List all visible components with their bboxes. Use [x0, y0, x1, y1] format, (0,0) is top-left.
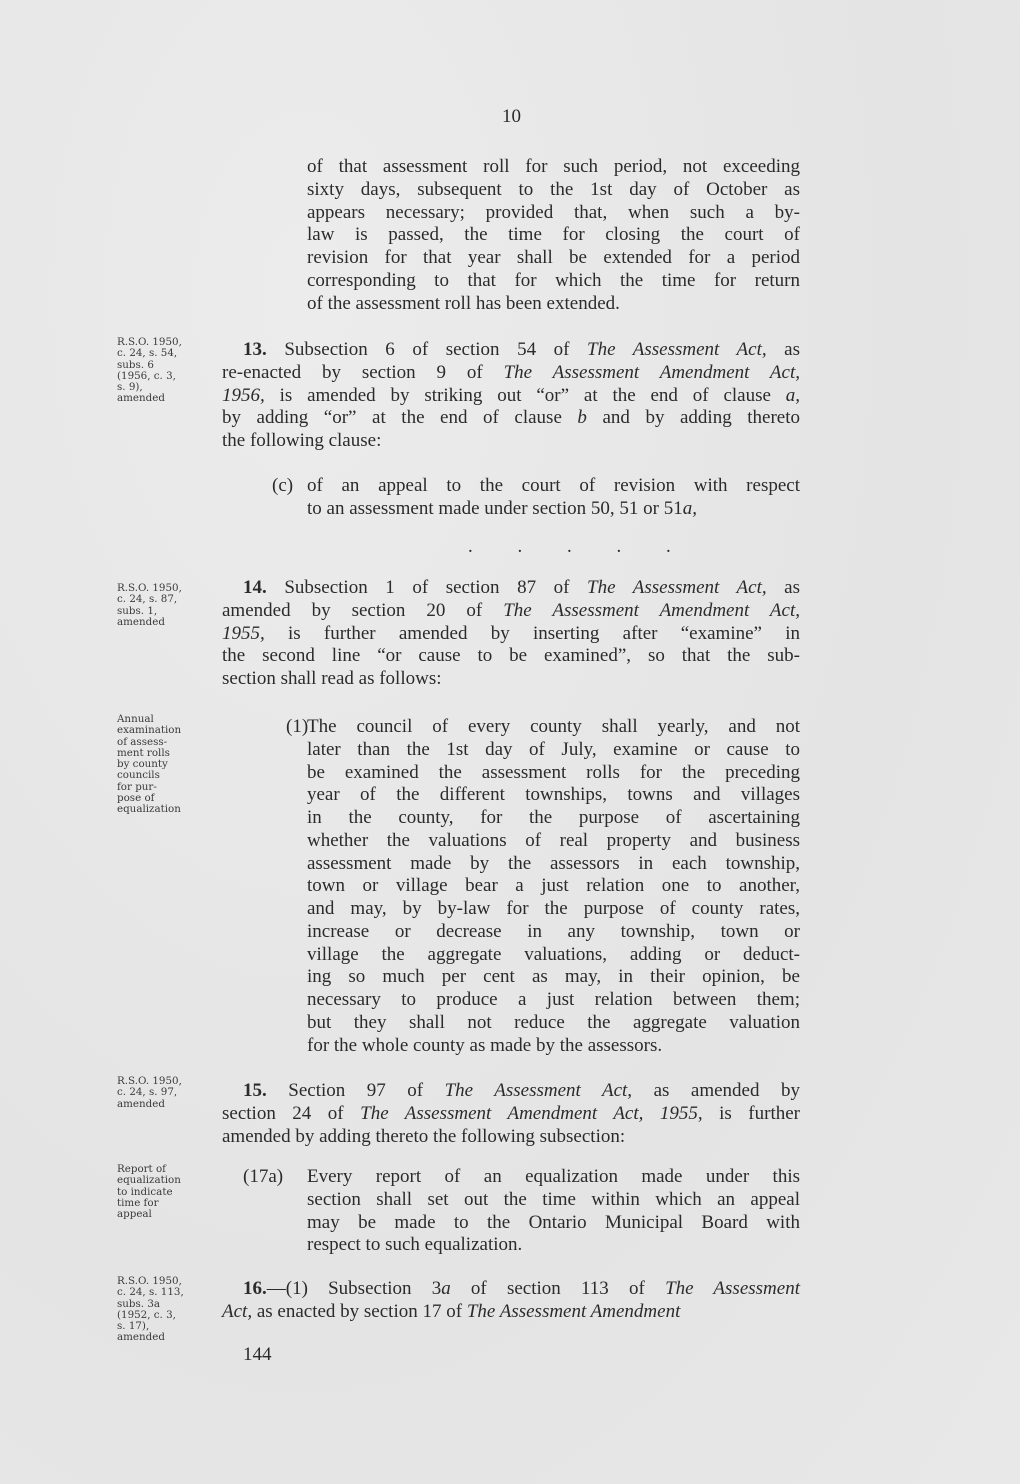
paragraph-s14 — [222, 577, 800, 691]
text-run: Every report of an equalization made under this — [307, 1166, 800, 1187]
italic-run: a, — [785, 384, 800, 406]
text-line — [307, 807, 800, 830]
text-line — [222, 645, 800, 668]
italic-run: 1955, — [222, 622, 265, 644]
text-run: appears necessary; provided that, when such a by- — [307, 201, 800, 223]
text-run: of that assessment roll for such period, not exceeding — [307, 156, 800, 177]
italic-run: The Assessment Amendment Act, 1955, — [360, 1102, 703, 1124]
text-run: re-enacted by section 9 of — [222, 361, 504, 383]
text-run: Section 97 of — [266, 1080, 445, 1101]
text-run: ing so much per cent as may, in their opinion, be — [307, 966, 800, 988]
section-number: 15. — [243, 1080, 267, 1101]
text-line — [307, 202, 800, 225]
text-run: may be made to the Ontario Municipal Board with — [307, 1211, 800, 1233]
text-run: be examined the assessment rolls for the preceding — [307, 761, 800, 783]
italic-run: The Assessment Act, — [587, 339, 767, 360]
clause-label: (17a) — [243, 1166, 284, 1187]
italic-run: 1956, — [222, 384, 265, 406]
text-line — [307, 293, 800, 316]
text-line — [222, 385, 800, 408]
text-line — [222, 1103, 800, 1126]
text-line — [307, 224, 800, 247]
text-run: and by adding thereto — [586, 407, 800, 429]
text-line — [222, 577, 800, 600]
text-line — [307, 989, 800, 1012]
margin-note: Annual examination of assess- ment rolls by county councils for pur- pose of equalization — [117, 713, 182, 816]
text-line — [307, 898, 800, 921]
text-line — [307, 498, 800, 521]
text-run: sixty days, subsequent to the 1st day of October as — [307, 178, 800, 200]
text-line — [222, 623, 800, 646]
text-line — [307, 921, 800, 944]
text-run: revision for that year shall be extended for a period — [307, 247, 800, 268]
section-number: 13. — [243, 339, 267, 360]
text-run: in the county, for the purpose of ascertaining — [307, 807, 800, 828]
text-run: but they shall not reduce the aggregate valuation — [307, 1011, 800, 1033]
italic-run: The Assessment — [665, 1278, 800, 1299]
italic-run: Act, — [222, 1300, 253, 1322]
italic-run: The Assessment Act, — [444, 1080, 633, 1101]
text-run: of an appeal to the court of revision with respect — [307, 475, 800, 496]
clause-label: (1) — [286, 716, 309, 737]
text-run: amended by adding thereto the following subsection: — [222, 1125, 626, 1147]
paragraph-s16 — [222, 1278, 800, 1324]
text-run: whether the valuations of real property and business — [307, 829, 800, 851]
text-line — [222, 1080, 800, 1103]
page-number-bottom: 144 — [243, 1344, 272, 1365]
text-run: is amended by striking out “or” at the end of clause — [264, 384, 786, 406]
text-line — [307, 875, 800, 898]
text-line — [307, 966, 800, 989]
text-run: later than the 1st day of July, examine or cause to — [307, 738, 800, 760]
text-line — [307, 247, 800, 270]
paragraph-a17 — [307, 1166, 800, 1257]
italic-run: a — [441, 1278, 451, 1299]
paragraph-s15 — [222, 1080, 800, 1148]
text-run: as — [766, 339, 800, 360]
text-line — [222, 430, 800, 453]
text-line — [307, 739, 800, 762]
text-line — [307, 830, 800, 853]
italic-run: The Assessment Amendment Act, — [503, 361, 801, 383]
text-line — [307, 475, 800, 498]
text-line — [222, 339, 800, 362]
section-number: 14. — [243, 577, 267, 598]
italic-run: The Assessment Amendment Act, — [503, 599, 800, 621]
text-run: of the assessment roll has been extended. — [307, 292, 620, 314]
margin-note: R.S.O. 1950, c. 24, s. 97, amended — [117, 1075, 182, 1110]
text-line — [222, 1126, 800, 1149]
text-run: of section 113 of — [450, 1278, 666, 1299]
margin-note: Report of equalization to indicate time for appeal — [117, 1163, 181, 1221]
margin-note: R.S.O. 1950, c. 24, s. 113, subs. 3a (1952, c. 3, s. 17), amended — [117, 1275, 184, 1344]
paragraph-p1 — [307, 156, 800, 315]
ellipsis: . . . . . — [468, 536, 691, 557]
text-line — [307, 853, 800, 876]
text-run: village the aggregate valuations, adding or deduct- — [307, 943, 800, 965]
clause-label: (c) — [272, 475, 294, 496]
text-line — [307, 1189, 800, 1212]
text-line — [222, 362, 800, 385]
text-line — [307, 944, 800, 967]
text-run: Subsection 6 of section 54 of — [266, 339, 588, 360]
text-run: by adding “or” at the end of clause — [222, 407, 578, 429]
text-line — [307, 179, 800, 202]
text-line — [307, 270, 800, 293]
text-line — [307, 1234, 800, 1257]
text-run: law is passed, the time for closing the court of — [307, 224, 800, 246]
text-run: is further — [702, 1102, 800, 1124]
text-line — [307, 1012, 800, 1035]
text-line — [307, 1166, 800, 1189]
paragraph-c — [307, 475, 800, 521]
text-line — [307, 1035, 800, 1058]
text-run: town or village bear a just relation one to another, — [307, 875, 800, 897]
text-line — [222, 407, 800, 430]
text-run: section shall set out the time within which an appeal — [307, 1188, 800, 1210]
text-run: section 24 of — [222, 1102, 361, 1124]
text-run: assessment made by the assessors in each township, — [307, 852, 800, 874]
text-line — [222, 1278, 800, 1301]
italic-run: The Assessment Amendment — [466, 1300, 681, 1322]
margin-note: R.S.O. 1950, c. 24, s. 54, subs. 6 (1956, c. 3, s. 9), amended — [117, 336, 182, 405]
text-run: and may, by by-law for the purpose of county rates, — [307, 898, 800, 919]
italic-run: The Assessment Act, — [587, 577, 767, 598]
margin-note: R.S.O. 1950, c. 24, s. 87, subs. 1, amended — [117, 582, 182, 628]
text-line — [307, 784, 800, 807]
text-run: is further amended by inserting after “examine” in — [264, 622, 800, 644]
text-run: to an assessment made under section 50, 51 or 51 — [307, 497, 683, 519]
text-run: as amended by — [632, 1080, 800, 1101]
italic-run: b — [577, 407, 587, 429]
text-run: year of the different townships, towns and villages — [307, 784, 800, 806]
text-run: The council of every county shall yearly, and not — [307, 716, 800, 737]
text-line — [222, 600, 800, 623]
text-run: as enacted by section 17 of — [252, 1300, 467, 1322]
text-line — [307, 156, 800, 179]
text-run: respect to such equalization. — [307, 1234, 523, 1256]
text-run: Subsection 1 of section 87 of — [266, 577, 588, 598]
paragraph-one — [307, 716, 800, 1057]
text-run: the following clause: — [222, 430, 382, 451]
text-run: as — [766, 577, 800, 598]
text-line — [307, 716, 800, 739]
text-run: amended by section 20 of — [222, 599, 504, 621]
text-run: corresponding to that for which the time for return — [307, 269, 800, 291]
text-line — [307, 762, 800, 785]
text-run: for the whole county as made by the assessors. — [307, 1034, 663, 1056]
page-number-top: 10 — [502, 106, 521, 127]
italic-run: a, — [682, 497, 697, 519]
text-line — [222, 668, 800, 691]
text-run: increase or decrease in any township, town or — [307, 920, 800, 942]
text-run: necessary to produce a just relation between them; — [307, 989, 800, 1010]
text-run: —(1) Subsection 3 — [266, 1278, 442, 1299]
text-run: the second line “or cause to be examined”, so that the sub- — [222, 645, 800, 667]
section-number: 16. — [243, 1278, 267, 1299]
paragraph-s13 — [222, 339, 800, 453]
text-line — [222, 1301, 800, 1324]
text-line — [307, 1212, 800, 1235]
text-run: section shall read as follows: — [222, 668, 442, 689]
